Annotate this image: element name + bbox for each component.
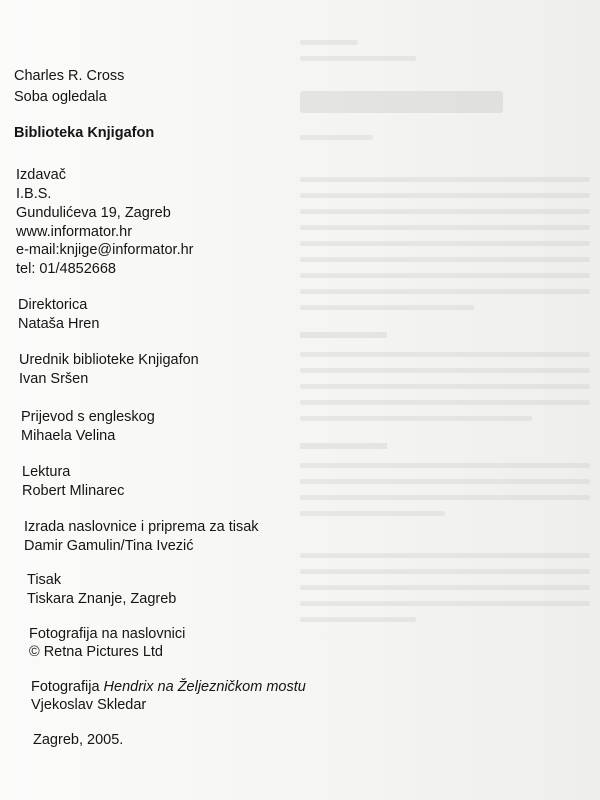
show-through-text: [300, 40, 590, 760]
credit-label: Urednik biblioteke Knjigafon: [19, 352, 199, 368]
credit-value: Mihaela Velina: [21, 428, 116, 444]
photo-credit-label-italic: Hendrix na Željezničkom mostu: [103, 679, 306, 695]
credit-value: © Retna Pictures Ltd: [29, 644, 163, 660]
book-title: Soba ogledala: [14, 89, 107, 105]
publisher-address: Gundulićeva 19, Zagreb: [16, 205, 171, 221]
credit-label: Lektura: [22, 464, 71, 480]
credit-value: Robert Mlinarec: [22, 483, 125, 499]
publisher-label: Izdavač: [16, 167, 66, 183]
credit-label: Fotografija na naslovnici: [29, 626, 186, 642]
credit-value: Damir Gamulin/Tina Ivezić: [24, 538, 194, 554]
credit-label: Direktorica: [18, 297, 88, 313]
credit-label: Izrada naslovnice i priprema za tisak: [24, 519, 259, 535]
series-name: Biblioteka Knjigafon: [14, 125, 155, 141]
credit-label: Tisak: [27, 572, 62, 588]
photo-credit-label-prefix: Fotografija: [31, 679, 104, 695]
imprint: Zagreb, 2005.: [33, 732, 124, 748]
publisher-email: e-mail:knjige@informator.hr: [16, 242, 194, 258]
publisher-name: I.B.S.: [16, 186, 52, 202]
credit-value: Nataša Hren: [18, 316, 100, 332]
book-author: Charles R. Cross: [14, 68, 125, 84]
credit-label: Prijevod s engleskog: [21, 409, 155, 425]
photo-credit-value: Vjekoslav Skledar: [31, 697, 147, 713]
credit-value: Ivan Sršen: [19, 371, 89, 387]
publisher-web: www.informator.hr: [16, 224, 133, 240]
publisher-phone: tel: 01/4852668: [16, 261, 116, 277]
photo-credit-label: [31, 678, 306, 696]
credit-value: Tiskara Znanje, Zagreb: [27, 591, 177, 607]
